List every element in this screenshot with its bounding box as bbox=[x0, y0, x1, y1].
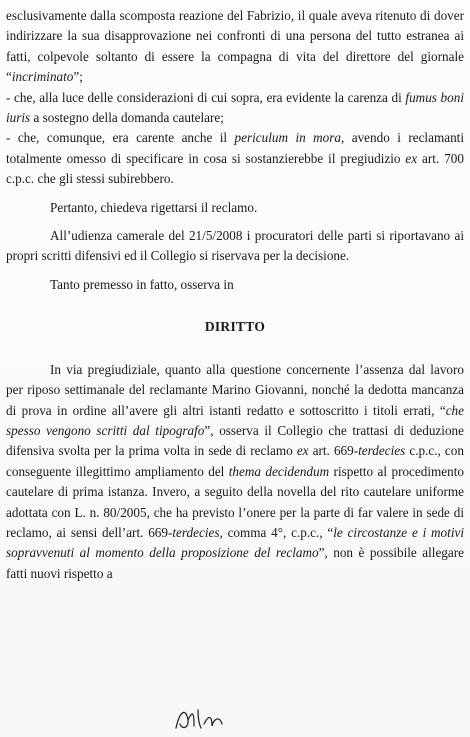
text-run: - che, alla luce delle considerazioni di cui sopra, era evidente la carenza di bbox=[6, 89, 406, 105]
text-run: esclusivamente dalla scomposta reazione del Fabrizio, il quale aveva ritenuto di dover indirizzare la sua disapprovazione nei confronti di una persona del tutto estranea ai fatti, colpevole soltanto di essere la compagna di vita del direttore del giornale “ bbox=[6, 8, 464, 85]
text-run: - che, comunque, era carente anche il bbox=[6, 130, 235, 146]
paragraph-hearing: All’udienza camerale del 21/5/2008 i procuratori delle parti si riportavano ai propri scritti difensivi ed il Collegio si riservava per la decisione. bbox=[6, 228, 464, 264]
text-run: In via pregiudiziale, quanto alla questione concernente l’assenza dal lavoro per riposo settimanale del reclamante Marino Giovanni, nonché la dedotta mancanza di prova in ordine all’avere gli altri istanti redatto e sottoscritto i titoli errati, “ bbox=[6, 361, 464, 418]
text-run: ”, osserva il Collegio che trattasi di deduzione difensiva svolta per la prima volta in sede di reclamo bbox=[6, 422, 464, 459]
italic-term: terdecies bbox=[172, 524, 220, 540]
italic-term: ex bbox=[296, 443, 309, 459]
paragraph-fabrizio-reaction bbox=[6, 6, 464, 88]
section-heading-diritto: DIRITTO bbox=[204, 319, 266, 335]
paragraph-periculum-in-mora bbox=[6, 128, 464, 189]
text-run: , comma 4°, c.p.c., “ bbox=[219, 524, 334, 540]
text-run: rispetto al procedimento cautelare di prima istanza. Invero, a seguito della novella del rito cautelare uniforme adottata con L. n. 80/2005, che ha previsto l’onere per la parte di far valere in sede di reclamo, ai sensi dell’art. 669- bbox=[6, 463, 464, 540]
signature-stroke bbox=[176, 710, 222, 728]
paragraph-reject-request: Pertanto, chiedeva rigettarsi il reclamo. bbox=[50, 199, 258, 215]
italic-term: fumus boni iuris bbox=[6, 89, 464, 126]
document-body bbox=[6, 6, 464, 584]
italic-term: ex bbox=[405, 150, 418, 166]
paragraph-premise: Tanto premesso in fatto, osserva in bbox=[50, 276, 234, 292]
italic-term: che spesso vengono scritti dal tipografo bbox=[6, 402, 464, 438]
italic-term: le circostanze e i motivi sopravvenuti al momento della proposizione del reclamo bbox=[6, 524, 464, 561]
text-run: art. 669- bbox=[308, 443, 359, 459]
handwritten-initials-signature bbox=[172, 706, 236, 732]
text-run: c.p.c., con conseguente illegittimo ampliamento del bbox=[6, 443, 464, 479]
italic-term: thema decidendum bbox=[228, 463, 330, 479]
paragraph-preliminary-question bbox=[6, 360, 464, 584]
paragraph-fumus-boni-iuris bbox=[6, 88, 464, 129]
italic-term: periculum in mora bbox=[234, 130, 341, 146]
text-run: ”, non è possibile allegare fatti nuovi rispetto a bbox=[6, 545, 465, 581]
text-run: art. 700 c.p.c. che gli stessi subirebbero. bbox=[6, 150, 464, 187]
text-run: a sostegno della domanda cautelare; bbox=[30, 110, 224, 126]
italic-term: terdecies bbox=[358, 443, 406, 459]
text-run: ”; bbox=[73, 69, 83, 85]
text-run: , avendo i reclamanti totalmente omesso di specificare in cosa si sostanzierebbe il pregiudizio bbox=[6, 130, 464, 166]
italic-term: incriminato bbox=[11, 69, 74, 85]
